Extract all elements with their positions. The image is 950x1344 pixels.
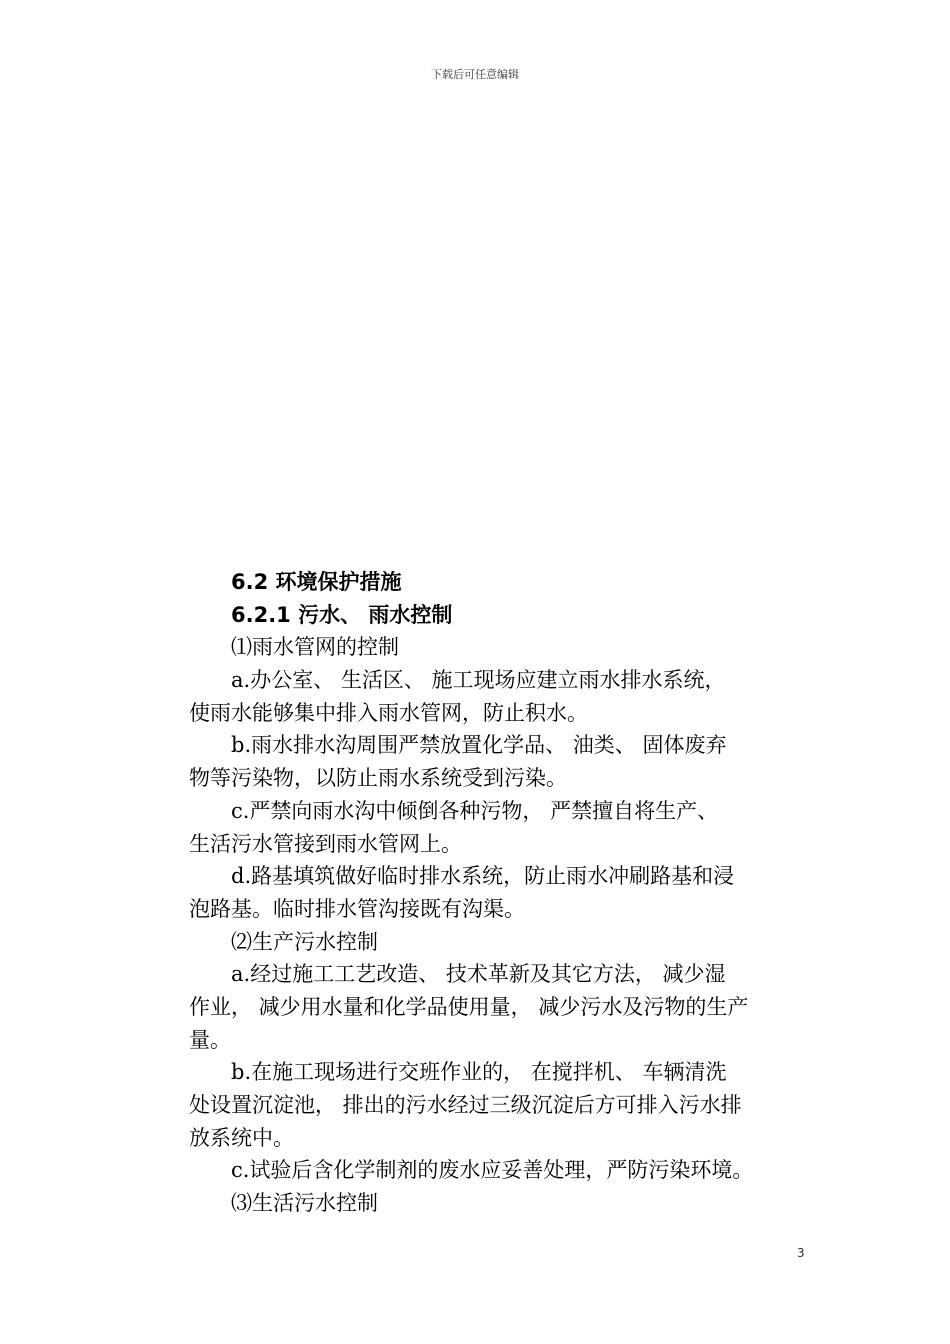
document-body xyxy=(189,566,809,1220)
paragraph-line: d.路基填筑做好临时排水系统，防止雨水冲刷路基和浸 xyxy=(231,864,735,889)
section-heading: 6.2 环境保护措施 xyxy=(231,570,402,594)
page-number: 3 xyxy=(797,1246,805,1260)
item-heading-rainwater: ⑴雨水管网的控制 xyxy=(231,635,399,660)
paragraph-line: c.试验后含化学制剂的废水应妥善处理，严防污染环境。 xyxy=(231,1158,754,1183)
paragraph-line: a.办公室、 生活区、 施工现场应建立雨水排水系统， xyxy=(231,668,726,693)
paragraph-line: 泡路基。临时排水管沟接既有沟渠。 xyxy=(189,896,525,921)
item-heading-domestic: ⑶生活污水控制 xyxy=(231,1191,378,1216)
paragraph-line: a.经过施工工艺改造、 技术革新及其它方法， 减少湿 xyxy=(231,962,726,987)
page-header: 下载后可任意编辑 xyxy=(431,68,519,81)
paragraph-line: b.雨水排水沟周围严禁放置化学品、 油类、 固体废弃 xyxy=(231,733,727,758)
paragraph-line: 物等污染物，以防止雨水系统受到污染。 xyxy=(189,766,567,791)
paragraph-line: 量。 xyxy=(189,1027,231,1052)
paragraph-line: 作业， 减少用水量和化学品使用量， 减少污水及污物的生产 xyxy=(189,994,749,1019)
paragraph-line: 使雨水能够集中排入雨水管网，防止积水。 xyxy=(189,700,588,725)
paragraph-line: c.严禁向雨水沟中倾倒各种污物， 严禁擅自将生产、 xyxy=(231,798,719,823)
paragraph-line: 生活污水管接到雨水管网上。 xyxy=(189,831,462,856)
paragraph-line: b.在施工现场进行交班作业的， 在搅拌机、 车辆清洗 xyxy=(231,1060,727,1085)
paragraph-line: 处设置沉淀池， 排出的污水经过三级沉淀后方可排入污水排 xyxy=(189,1093,742,1117)
item-heading-production: ⑵生产污水控制 xyxy=(231,929,378,954)
paragraph-line: 放系统中。 xyxy=(189,1125,294,1150)
subsection-heading: 6.2.1 污水、 雨水控制 xyxy=(231,602,453,627)
